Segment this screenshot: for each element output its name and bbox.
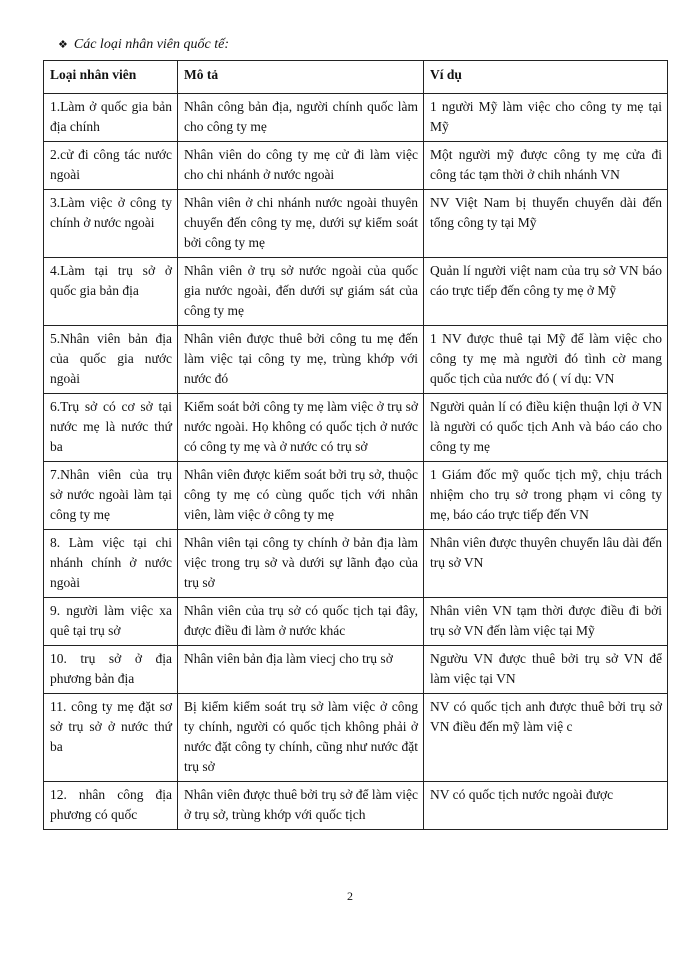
cell-example: 1 NV được thuê tại Mỹ để làm việc cho công ty mẹ mà người đó tình cờ mang quốc tịch của nước đó ( ví dụ: VN bbox=[424, 326, 668, 394]
header-example: Ví dụ bbox=[424, 61, 668, 94]
cell-example: Nhân viên VN tạm thời được điều đi bởi trụ sở VN đến làm việc tại Mỹ bbox=[424, 598, 668, 646]
cell-description: Kiểm soát bởi công ty mẹ làm việc ở trụ sở nước ngoài. Họ không có quốc tịch ở nước có công ty mẹ và ở nước có trụ sở bbox=[178, 394, 424, 462]
section-heading-text: Các loại nhân viên quốc tế: bbox=[73, 37, 230, 52]
cell-description: Nhân viên tại công ty chính ở bản địa làm việc trong trụ sở và dưới sự lãnh đạo của trụ sở bbox=[178, 530, 424, 598]
cell-example: Một người mỹ được công ty mẹ cửa đi công tác tạm thời ở chih nhánh VN bbox=[424, 142, 668, 190]
cell-example: Người quản lí có điều kiện thuận lợi ở VN là người có quốc tịch Anh và báo cáo cho công ty mẹ bbox=[424, 394, 668, 462]
cell-example: 1 người Mỹ làm việc cho công ty mẹ tại Mỹ bbox=[424, 94, 668, 142]
table-header-row bbox=[44, 61, 668, 94]
cell-example: NV Việt Nam bị thuyển chuyển dài đến tổng công ty tại Mỹ bbox=[424, 190, 668, 258]
cell-description: Nhân công bản địa, người chính quốc làm cho công ty mẹ bbox=[178, 94, 424, 142]
cell-description: Bị kiểm kiểm soát trụ sở làm việc ở công ty chính, người có quốc tịch không phải ở nước đặt công ty chính, cũng như nước đặt trụ sở bbox=[178, 694, 424, 782]
table-row bbox=[44, 694, 668, 782]
table-row bbox=[44, 646, 668, 694]
cell-employee-type: 5.Nhân viên bản địa của quốc gia nước ngoài bbox=[44, 326, 178, 394]
cell-description: Nhân viên được thuê bởi công tu mẹ đến làm việc tại công ty mẹ, trùng khớp với nước đó bbox=[178, 326, 424, 394]
cell-description: Nhân viên của trụ sở có quốc tịch tại đây, được điều đi làm ở nước khác bbox=[178, 598, 424, 646]
header-employee-type: Loại nhân viên bbox=[44, 61, 178, 94]
table-row bbox=[44, 530, 668, 598]
cell-example: NV có quốc tịch anh được thuê bởi trụ sở VN điều đến mỹ làm việ c bbox=[424, 694, 668, 782]
header-description: Mô tả bbox=[178, 61, 424, 94]
cell-description: Nhân viên ở trụ sở nước ngoài của quốc gia nước ngoài, đến dưới sự giám sát của công ty mẹ bbox=[178, 258, 424, 326]
table-row bbox=[44, 94, 668, 142]
cell-example: Quản lí người việt nam của trụ sở VN báo cáo trực tiếp đến công ty mẹ ở Mỹ bbox=[424, 258, 668, 326]
cell-description: Nhân viên được thuê bởi trụ sở để làm việc ở trụ sở, trùng khớp với quốc tịch bbox=[178, 782, 424, 830]
table-row bbox=[44, 326, 668, 394]
cell-employee-type: 12. nhân công địa phương có quốc bbox=[44, 782, 178, 830]
section-heading bbox=[58, 37, 229, 53]
cell-employee-type: 8. Làm việc tại chi nhánh chính ở nước ngoài bbox=[44, 530, 178, 598]
cell-description: Nhân viên bản địa làm viecj cho trụ sở bbox=[178, 646, 424, 694]
cell-employee-type: 6.Trụ sở có cơ sở tại nước mẹ là nước thứ ba bbox=[44, 394, 178, 462]
table-row bbox=[44, 782, 668, 830]
cell-employee-type: 3.Làm việc ở công ty chính ở nước ngoài bbox=[44, 190, 178, 258]
cell-description: Nhân viên được kiểm soát bởi trụ sở, thuộc công ty mẹ có cùng quốc tịch với nhân viên, làm việc ở công ty mẹ bbox=[178, 462, 424, 530]
table-row bbox=[44, 462, 668, 530]
cell-example: 1 Giám đốc mỹ quốc tịch mỹ, chịu trách nhiệm cho trụ sở trong phạm vi công ty mẹ, báo cáo trực tiếp đến VN bbox=[424, 462, 668, 530]
cell-description: Nhân viên do công ty mẹ cử đi làm việc cho chi nhánh ở nước ngoài bbox=[178, 142, 424, 190]
table-row bbox=[44, 190, 668, 258]
cell-description: Nhân viên ở chi nhánh nước ngoài thuyên chuyển đến công ty mẹ, dưới sự kiểm soát bởi công ty mẹ bbox=[178, 190, 424, 258]
diamond-bullet-icon: ❖ bbox=[58, 39, 68, 51]
employee-types-table bbox=[43, 60, 668, 830]
cell-example: Nhân viên được thuyên chuyển lâu dài đến trụ sở VN bbox=[424, 530, 668, 598]
cell-employee-type: 9. người làm việc xa quê tại trụ sở bbox=[44, 598, 178, 646]
cell-employee-type: 1.Làm ở quốc gia bản địa chính bbox=[44, 94, 178, 142]
table-row bbox=[44, 142, 668, 190]
cell-employee-type: 2.cử đi công tác nước ngoài bbox=[44, 142, 178, 190]
cell-employee-type: 11. công ty mẹ đặt sơ sở trụ sở ở nước thứ ba bbox=[44, 694, 178, 782]
table-row bbox=[44, 258, 668, 326]
page-number: 2 bbox=[347, 889, 353, 903]
table-row bbox=[44, 394, 668, 462]
cell-employee-type: 10. trụ sở ở địa phương bản địa bbox=[44, 646, 178, 694]
cell-example: Ngườu VN được thuê bởi trụ sở VN để làm việc tại VN bbox=[424, 646, 668, 694]
cell-employee-type: 4.Làm tại trụ sở ở quốc gia bản địa bbox=[44, 258, 178, 326]
cell-employee-type: 7.Nhân viên của trụ sở nước ngoài làm tại công ty mẹ bbox=[44, 462, 178, 530]
table-row bbox=[44, 598, 668, 646]
cell-example: NV có quốc tịch nước ngoài được bbox=[424, 782, 668, 830]
